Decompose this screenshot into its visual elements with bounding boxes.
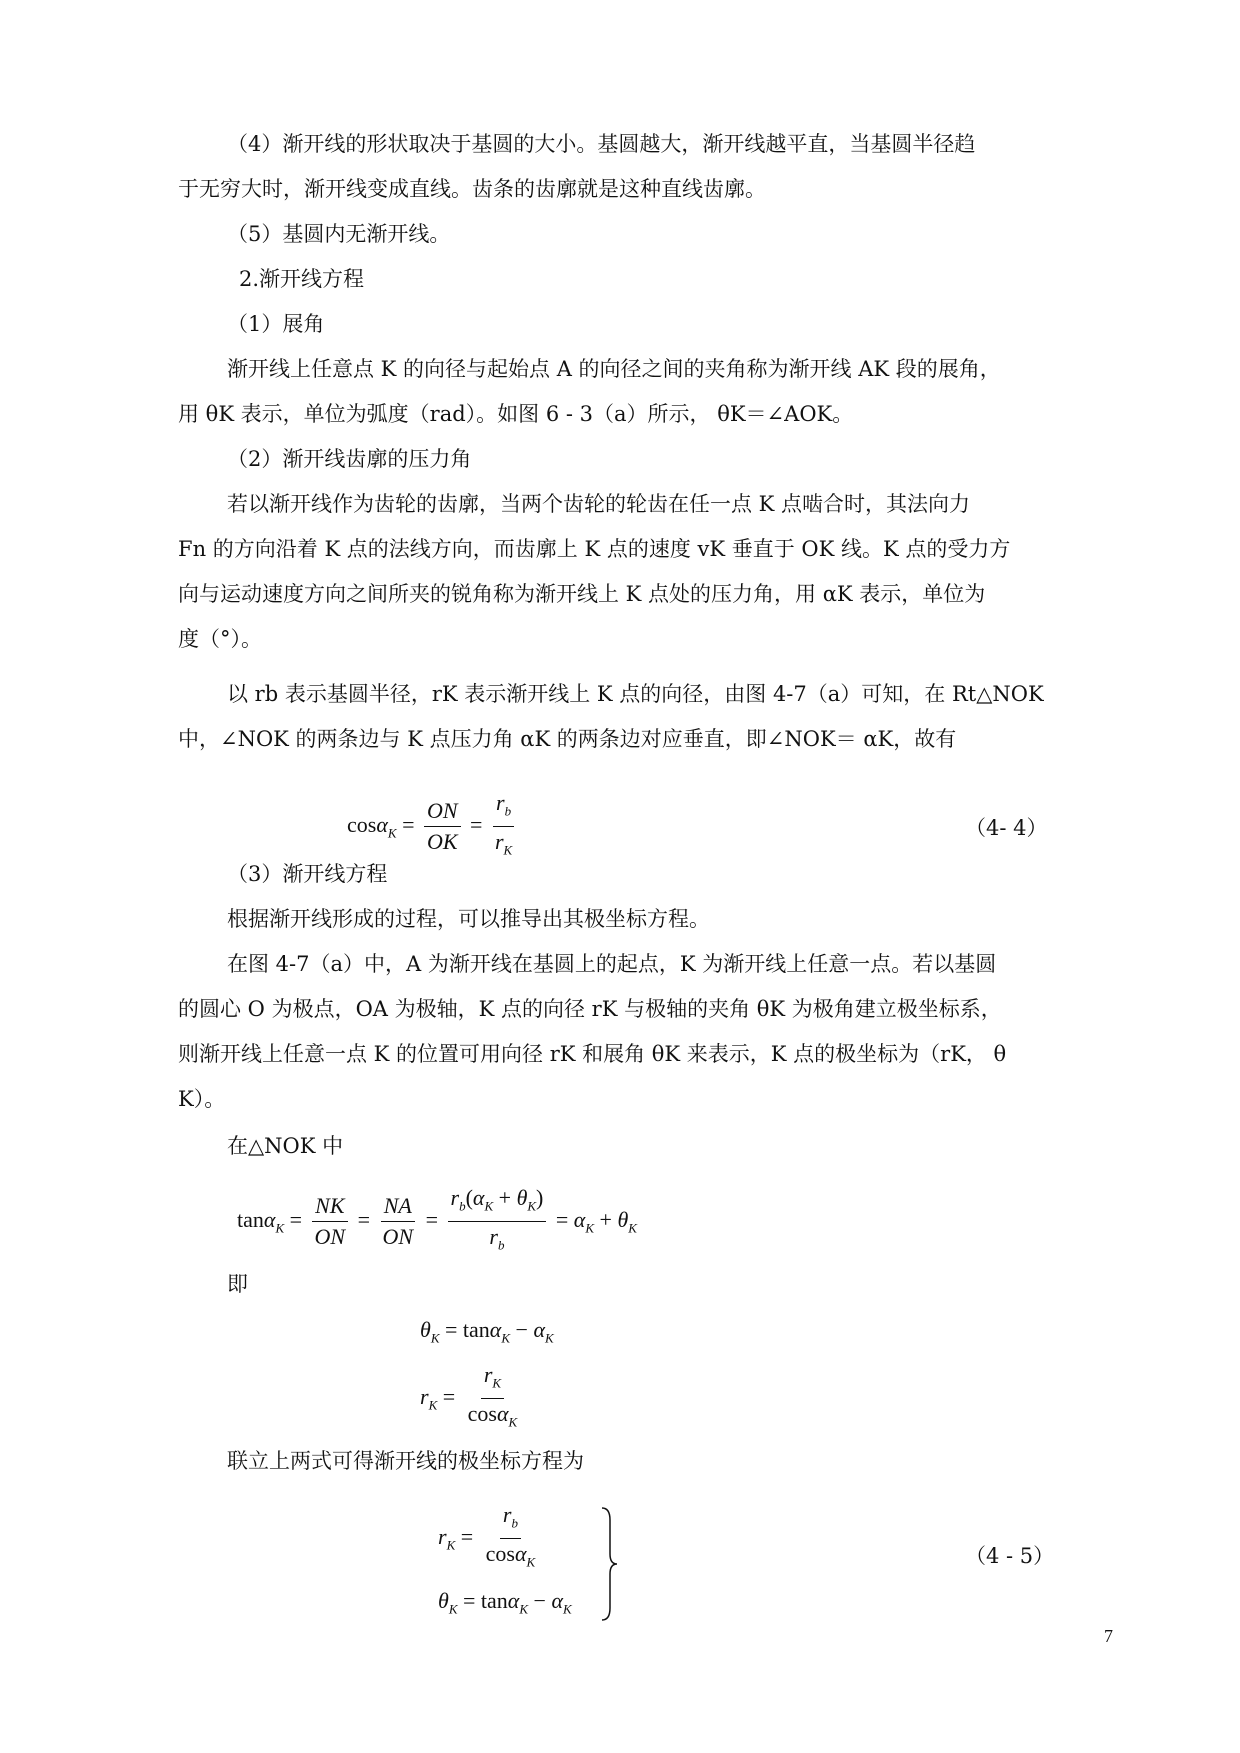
paragraph-line: 向与运动速度方向之间所夹的锐角称为渐开线上 K 点处的压力角，用 αK 表示，单位为 [178, 582, 986, 606]
paragraph-line: 以 rb 表示基圆半径，rK 表示渐开线上 K 点的向径，由图 4-7（a）可知，在 Rt△NOK [227, 682, 1044, 706]
paragraph-line: 则渐开线上任意一点 K 的位置可用向径 rK 和展角 θK 来表示，K 点的极坐标为（rK， θ [178, 1042, 1007, 1066]
equation-system-rk: $r_K$ = $\frac{r_b}{\cos\alpha_K}$ [438, 1502, 536, 1570]
paragraph-line: 用 θK 表示，单位为弧度（rad）。如图 6 - 3（a）所示， θK＝∠AOK。 [178, 402, 854, 426]
equation-tan-alpha: tanα$_K$ = $\frac{NK}{ON}$ = $\frac{NA}{ON}$ = $\frac{r_b(\alpha_K + \theta_K)}{r_b}$ = $\alpha_K + \theta_K$ [237, 1185, 637, 1253]
paragraph-line: 的圆心 O 为极点，OA 为极轴，K 点的向径 rK 与极轴的夹角 θK 为极角建立极坐标系， [178, 997, 1002, 1021]
paragraph-line: K）。 [178, 1087, 226, 1111]
page-number: 7 [1104, 1626, 1113, 1646]
paragraph-line: 在△NOK 中 [227, 1134, 344, 1158]
subsection-heading: （2）渐开线齿廓的压力角 [227, 447, 472, 471]
paragraph-line: 根据渐开线形成的过程，可以推导出其极坐标方程。 [227, 907, 710, 931]
paragraph-line: 度（°）。 [178, 627, 262, 651]
equation-rk: $r_K$ = $\frac{r_K}{\cos\alpha_K}$ [420, 1362, 518, 1430]
paragraph-line: 即 [227, 1272, 248, 1296]
paragraph-line: 渐开线上任意点 K 的向径与起始点 A 的向径之间的夹角称为渐开线 AK 段的展角， [227, 357, 1001, 381]
section-heading: 2.渐开线方程 [239, 267, 365, 291]
equation-theta: $\theta_K = \tan\alpha_K - \alpha_K$ [420, 1317, 554, 1346]
paragraph-line: （5）基圆内无渐开线。 [227, 222, 451, 246]
paragraph-line: 联立上两式可得渐开线的极坐标方程为 [227, 1449, 584, 1473]
paragraph-line: （4）渐开线的形状取决于基圆的大小。基圆越大，渐开线越平直，当基圆半径趋 [227, 132, 976, 156]
paragraph-line: Fn 的方向沿着 K 点的法线方向，而齿廓上 K 点的速度 vK 垂直于 OK 线。K 点的受力方 [178, 537, 1011, 561]
equation-number: （4- 4） [965, 816, 1048, 840]
subsection-heading: （3）渐开线方程 [227, 862, 388, 886]
equation-system-theta: $\theta_K = \tan\alpha_K - \alpha_K$ [438, 1588, 572, 1617]
paragraph-line: 于无穷大时，渐开线变成直线。齿条的齿廓就是这种直线齿廓。 [178, 177, 766, 201]
paragraph-line: 中，∠NOK 的两条边与 K 点压力角 αK 的两条边对应垂直，即∠NOK＝ αK，故有 [178, 727, 957, 751]
subsection-heading: （1）展角 [227, 312, 325, 336]
paragraph-line: 在图 4-7（a）中，A 为渐开线在基圆上的起点，K 为渐开线上任意一点。若以基圆 [227, 952, 997, 976]
equation-cos-alpha: cosα$_K$ = $\frac{ON}{OK}$ = $\frac{r_b}{r_K}$ [347, 790, 513, 858]
paragraph-line: 若以渐开线作为齿轮的齿廓，当两个齿轮的轮齿在任一点 K 点啮合时，其法向力 [227, 492, 971, 516]
equation-number: （4 - 5） [965, 1544, 1055, 1568]
brace-icon [600, 1506, 620, 1622]
